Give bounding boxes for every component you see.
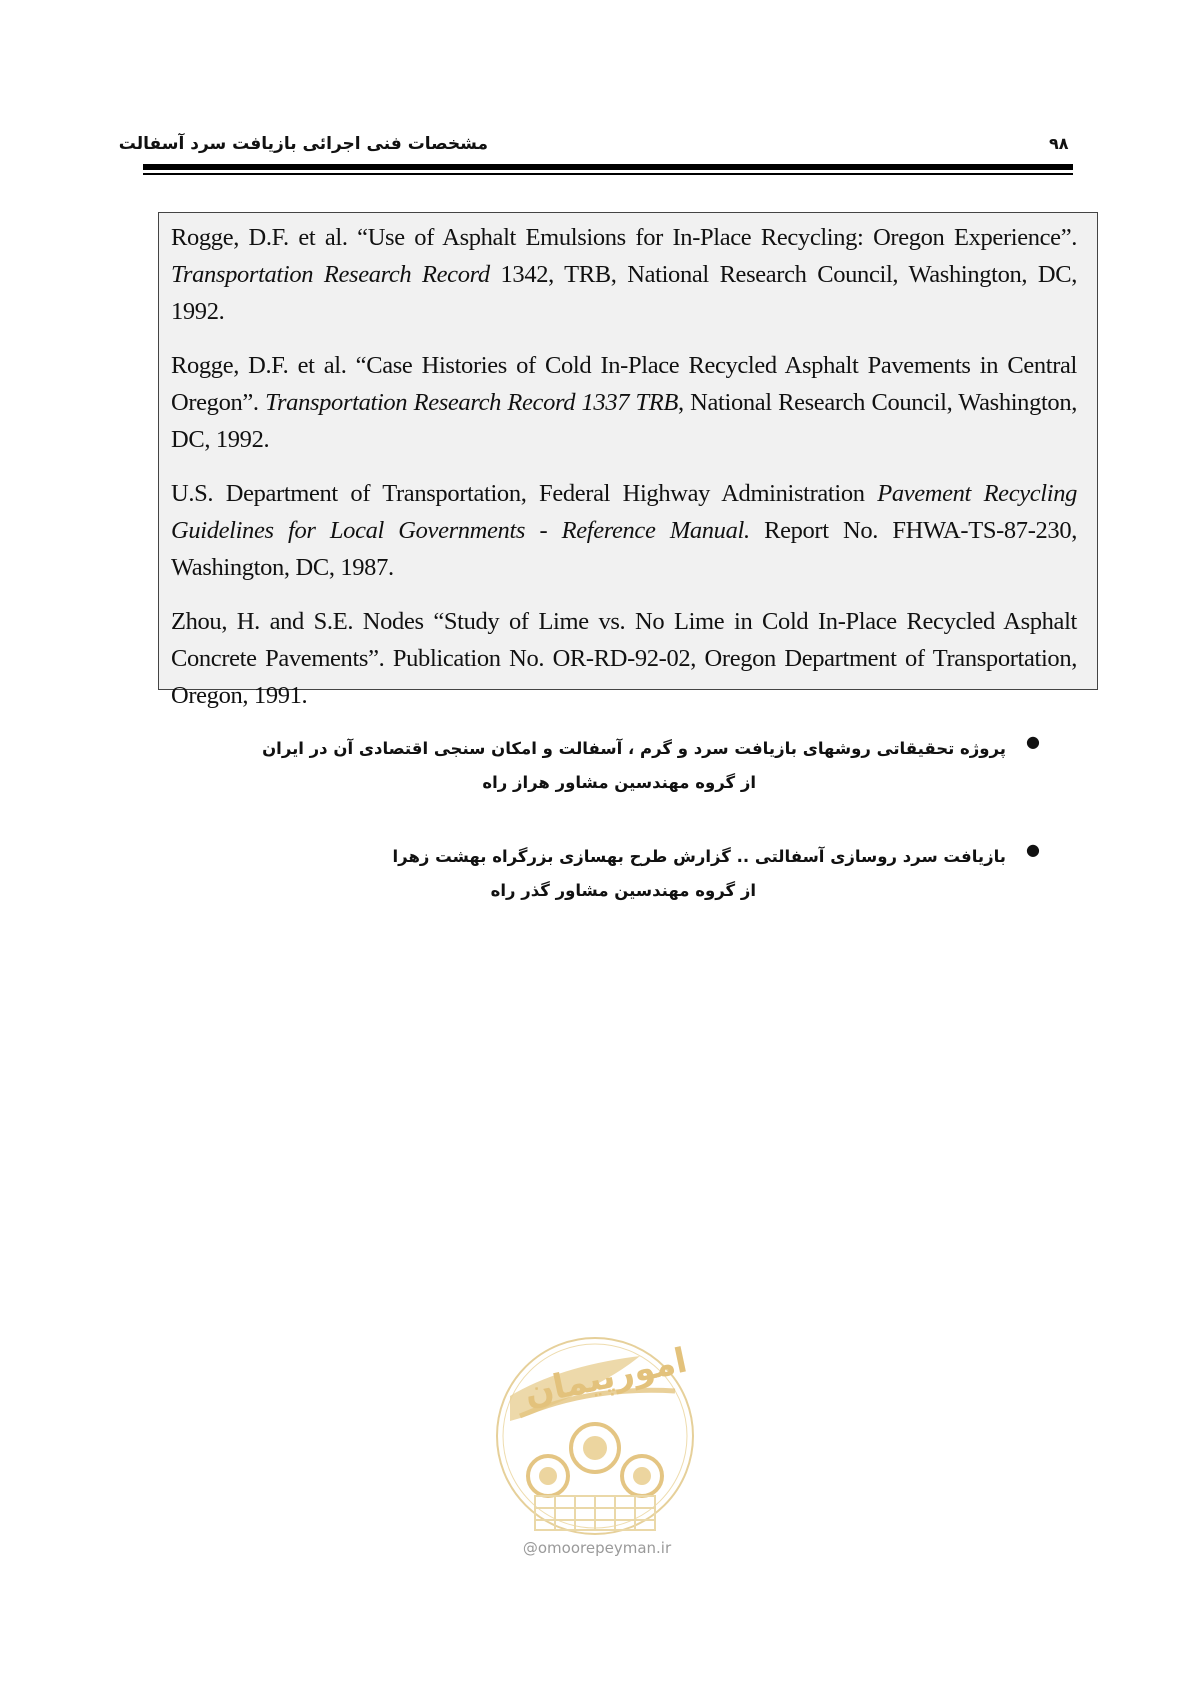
page-header [118, 130, 1073, 160]
source-item [240, 840, 1040, 908]
watermark-logo-icon [490, 1326, 700, 1566]
svg-text:امورپیمان: امورپیمان [520, 1340, 691, 1414]
reference-entry: Rogge, D.F. et al. “Use of Asphalt Emulsions for In-Place Recycling: Oregon Experience”. Transportation Research Record 1342, TRB, National Research Council, Washington, DC, 1992. [171, 224, 1078, 325]
source-author: از گروه مهندسین مشاور گذر راه [490, 881, 756, 900]
source-title: بازیافت سرد روسازی آسفالتی .. گزارش طرح بهسازی بزرگراه بهشت زهرا [392, 847, 1006, 866]
bullet-icon: ● [1026, 840, 1040, 859]
reference-entry: U.S. Department of Transportation, Federal Highway Administration Pavement Recycling Guidelines for Local Governments - Reference Manual. Report No. FHWA-TS-87-230, Washington, DC, 1987. [171, 480, 1077, 581]
source-item [240, 732, 1040, 800]
bullet-icon: ● [1026, 732, 1040, 751]
header-rule-thin [143, 173, 1073, 175]
header-title: مشخصات فنی اجرائی بازیافت سرد آسفالت [118, 134, 488, 154]
reference-entry: Zhou, H. and S.E. Nodes “Study of Lime vs. No Lime in Cold In-Place Recycled Asphalt Concrete Pavements”. Publication No. OR-RD-92-02, Oregon Department of Transportation, Oregon, 1991. [171, 608, 1077, 709]
references-box [158, 212, 1098, 709]
header-rule-thick [143, 164, 1073, 170]
source-author: از گروه مهندسین مشاور هراز راه [482, 773, 756, 792]
watermark-url: @omoorepeyman.ir [522, 1539, 672, 1557]
source-title: پروژه تحقیقاتی روشهای بازیافت سرد و گرم ، آسفالت و امکان سنجی اقتصادی آن در ایران [262, 739, 1006, 758]
sources-list [240, 732, 1040, 948]
page-number: ۹۸ [1049, 134, 1069, 153]
reference-entry: Rogge, D.F. et al. “Case Histories of Cold In-Place Recycled Asphalt Pavements in Central Oregon”. Transportation Research Record 1337 TRB, National Research Council, Washington, DC, 1992. [171, 352, 1078, 453]
